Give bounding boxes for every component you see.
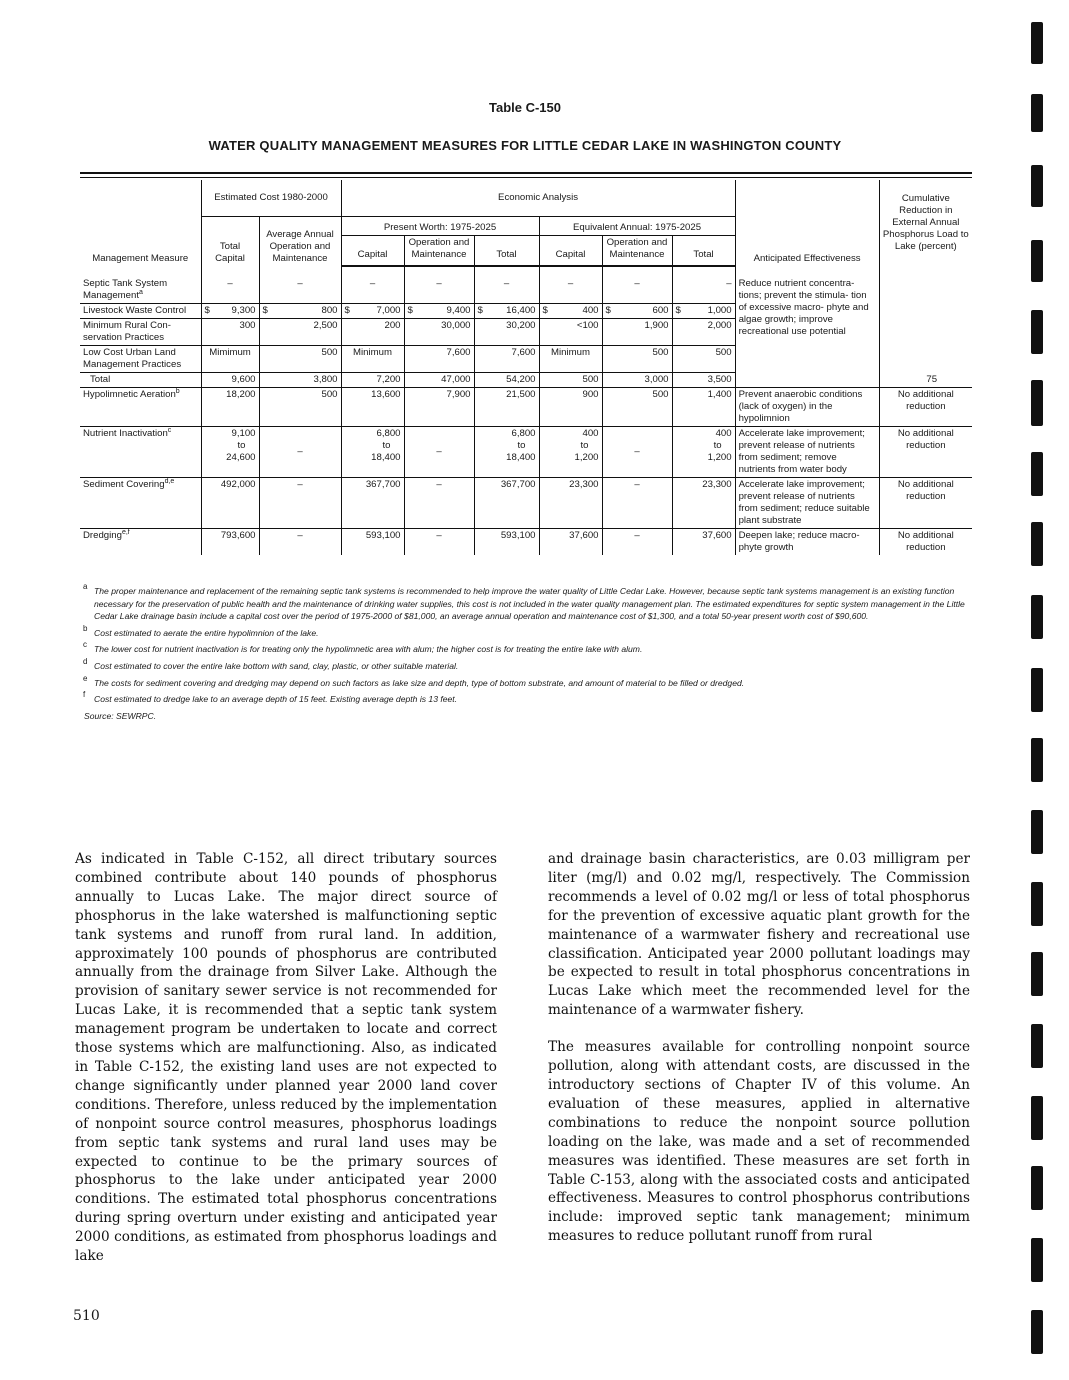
cell: 500 — [259, 388, 341, 427]
cell: – — [259, 478, 341, 529]
cell: – — [474, 277, 539, 304]
cell: 593,100 — [474, 529, 539, 556]
anticipated-effectiveness-cell: Reduce nutrient concentra- tions; prevent the stimula- tion of excessive macro- phyte and algae growth; improve recreational use potential — [735, 277, 879, 373]
cell: No additional reduction — [879, 427, 972, 478]
body-paragraph: As indicated in Table C-152, all direct tributary sources combined contribute about 140 pounds of phosphorus annually to Lucas Lake. The major direct source of phosphorus in the lake watershed is malfunctioning septic tank systems and runoff from rural land. In addition, approximately 100 pounds of phosphorus are contributed annually from the drainage from Silver Lake. Although the provision of sanitary sewer service is not recommended for Lucas Lake, it is recommended that a septic tank system management program be undertaken to locate and correct those systems which are malfunctioning. Also, as indicated in Table C-152, the existing land uses are not expected to change significantly under planned year 2000 land cover conditions. Therefore, unless reduced by the implementation of nonpoint source control measures, phosphorus loadings from septic tank systems and rural land uses may be expected to continue to be the primary sources of phosphorus to the lake under anticipated year 2000 conditions. The estimated total phosphorus concentrations during spring overturn under existing and anticipated year 2000 conditions, as estimated from phosphorus loadings and lake — [75, 851, 497, 1265]
cell: 2,000 — [672, 319, 735, 346]
cell: Mimimum — [201, 346, 259, 373]
cell: 500 — [539, 373, 602, 388]
col-header-measure: Management Measure — [92, 253, 189, 264]
table-subtitle: WATER QUALITY MANAGEMENT MEASURES FOR LITTLE CEDAR LAKE IN WASHINGTON COUNTY — [208, 138, 842, 153]
cell: 500 — [602, 388, 672, 427]
cell: $ 1,000 — [672, 304, 735, 319]
cell: 400 to 1,200 — [672, 427, 735, 478]
cell: $ 9,300 — [201, 304, 259, 319]
cell: Minimum — [341, 346, 404, 373]
col-header-anticipated-effectiveness: Anticipated Effectiveness — [735, 180, 879, 266]
cell: No additional reduction — [879, 388, 972, 427]
table-row-total — [80, 373, 972, 388]
cell: 367,700 — [341, 478, 404, 529]
cell: 1,400 — [672, 388, 735, 427]
cell: 47,000 — [404, 373, 474, 388]
body-paragraph: and drainage basin characteristics, are 0.03 milligram per liter (mg/l) and 0.02 mg/l, respectively. The Commission recommends a level of 0.02 mg/l or less of total phosphorus for the prevention of excessive aquatic plant growth for the maintenance of a warmwater fishery and recreational use classification. Anticipated year 2000 pollutant loadings may be expected to result in total phosphorus concentrations in Lucas Lake which meet the recommended level for the maintenance of a warmwater fishery. — [548, 851, 970, 1019]
binding-mark — [1031, 882, 1043, 926]
cell: 23,300 — [672, 478, 735, 529]
binding-mark — [1031, 1024, 1043, 1068]
binding-mark — [1031, 668, 1043, 712]
cell: – — [672, 277, 735, 304]
cell: 7,600 — [474, 346, 539, 373]
cell: 6,800 to 18,400 — [341, 427, 404, 478]
cell: Accelerate lake improvement; prevent release of nutrients from sediment; reduce suitable plant substrate — [735, 478, 879, 529]
binding-mark — [1031, 595, 1043, 639]
cell: – — [539, 277, 602, 304]
table-top-rule — [80, 172, 972, 174]
cell: $ 600 — [602, 304, 672, 319]
cell: Prevent anaerobic conditions (lack of oxygen) in the hypolimnion — [735, 388, 879, 427]
cell: 7,600 — [404, 346, 474, 373]
table-row-hypolimnetic — [80, 388, 972, 427]
binding-mark — [1031, 1310, 1043, 1354]
cell: 2,500 — [259, 319, 341, 346]
table-row-dredging — [80, 529, 972, 556]
col-header-ea-om: Operation and Maintenance — [602, 236, 672, 267]
cell: Accelerate lake improvement; prevent release of nutrients from sediment; remove nutrients from water body — [735, 427, 879, 478]
cell: – — [259, 529, 341, 556]
row-label: Sediment Covering$^{d,e}$ — [80, 478, 201, 529]
binding-mark — [1031, 738, 1043, 782]
cell: – — [602, 277, 672, 304]
cell: 3,800 — [259, 373, 341, 388]
cell: – — [602, 478, 672, 529]
table-top-rule-thin — [80, 177, 972, 178]
cell: 9,600 — [201, 373, 259, 388]
binding-mark — [1031, 165, 1043, 207]
binding-mark — [1031, 522, 1043, 566]
cell: – — [404, 529, 474, 556]
cell: 400 to 1,200 — [539, 427, 602, 478]
cell: – — [602, 427, 672, 478]
management-measures-table — [80, 180, 972, 555]
col-header-present-worth: Present Worth: 1975-2025 — [341, 217, 539, 236]
cell: 23,300 — [539, 478, 602, 529]
table-row-septic — [80, 277, 972, 304]
col-header-pw-om: Operation and Maintenance — [404, 236, 474, 267]
binding-mark — [1031, 240, 1043, 282]
binding-mark — [1031, 380, 1043, 426]
cell: No additional reduction — [879, 529, 972, 556]
table-row-sediment — [80, 478, 972, 529]
row-label: Livestock Waste Control — [80, 304, 201, 319]
cell: – — [259, 427, 341, 478]
binding-mark — [1031, 452, 1043, 496]
cell: – — [602, 529, 672, 556]
cell: 37,600 — [672, 529, 735, 556]
col-header-pw-capital: Capital — [341, 236, 404, 267]
page-number: 510 — [73, 1308, 100, 1324]
footnote-d: d Cost estimated to cover the entire lake bottom with sand, clay, plastic, or other suitable material. — [83, 656, 459, 671]
footnote-f: f Cost estimated to dredge lake to an average depth of 15 feet. Existing average depth is 13 feet. — [83, 690, 458, 705]
col-header-ea-total: Total — [672, 236, 735, 267]
cell: 1,900 — [602, 319, 672, 346]
row-label: Nutrient Inactivation$^c$ — [80, 427, 201, 478]
cell: 18,200 — [201, 388, 259, 427]
footnote-b: b Cost estimated to aerate the entire hypolimnion of the lake. — [83, 623, 319, 638]
cell: 6,800 to 18,400 — [474, 427, 539, 478]
cell: – — [259, 277, 341, 304]
cell: 9,100 to 24,600 — [201, 427, 259, 478]
col-header-equivalent-annual: Equivalent Annual: 1975-2025 — [539, 217, 735, 236]
footnote-a: a The proper maintenance and replacement of the remaining septic tank systems is recommended to help improve the water quality of Little Cedar Lake. However, because septic tank systems management is an existing function necessary for the preservation of public health and the maintenance of drinking water supplies, this cost is not included in the water quality management plan. The estimated expenditures for septic system management in the Little Cedar Lake drainage basin include a capital cost over the period of 1975-2000 of $81,000, an average annual operation and maintenance cost of $1,300, and a total 50-year present worth cost of $90,600. — [83, 582, 965, 622]
cell: 7,200 — [341, 373, 404, 388]
col-header-total-capital: Total Capital — [201, 217, 259, 267]
cell: 13,600 — [341, 388, 404, 427]
cell: 593,100 — [341, 529, 404, 556]
source-note: Source: SEWRPC. — [84, 710, 157, 721]
cell: 75 — [879, 373, 972, 388]
cell: – — [201, 277, 259, 304]
cell: 3,000 — [602, 373, 672, 388]
cell: $ 7,000 — [341, 304, 404, 319]
cell: 37,600 — [539, 529, 602, 556]
row-label: Total — [80, 373, 201, 388]
cell: $ 400 — [539, 304, 602, 319]
cell: – — [404, 277, 474, 304]
row-label: Minimum Rural Con- servation Practices — [80, 319, 201, 346]
cell: 500 — [259, 346, 341, 373]
col-header-ea-capital: Capital — [539, 236, 602, 267]
cumulative-reduction-cell — [879, 277, 972, 373]
cell: 54,200 — [474, 373, 539, 388]
cell: 200 — [341, 319, 404, 346]
body-column-right — [548, 850, 970, 1264]
col-header-avg-annual-om: Average Annual Operation and Maintenance — [259, 217, 341, 267]
cell: 7,900 — [404, 388, 474, 427]
cell: 30,200 — [474, 319, 539, 346]
cell: 21,500 — [474, 388, 539, 427]
col-header-economic-analysis: Economic Analysis — [341, 180, 735, 217]
binding-mark — [1031, 952, 1043, 996]
row-label: Dredging$^{e,f}$ — [83, 528, 130, 541]
table-title: Table C-150 — [488, 100, 561, 115]
binding-mark — [1031, 1166, 1043, 1210]
cell: – — [341, 277, 404, 304]
binding-marks — [1031, 0, 1047, 1380]
table-footnotes — [80, 582, 973, 722]
cell — [735, 373, 879, 388]
cell: 900 — [539, 388, 602, 427]
cell: 500 — [602, 346, 672, 373]
footnote-c: c The lower cost for nutrient inactivation is for treating only the hypolimnetic area with alum; the higher cost is for treating the entire lake with alum. — [83, 640, 643, 655]
cell: – — [404, 427, 474, 478]
cell: Deepen lake; reduce macro- phyte growth — [735, 529, 879, 556]
body-paragraph: The measures available for controlling nonpoint source pollution, along with attendant costs, are discussed in the introductory sections of Chapter IV of this volume. An evaluation of these measures, applied in alternative combinations to reduce the nonpoint source pollution loading on the lake, was made and a set of recommended measures was identified. These measures are set forth in Table C-153, along with the associated costs and anticipated effectiveness. Measures to control phosphorus contributions include: improved septic tank management; minimum measures to reduce pollutant runoff from rural — [548, 1039, 970, 1245]
cell: 492,000 — [201, 478, 259, 529]
binding-mark — [1031, 1096, 1043, 1140]
cell: 30,000 — [404, 319, 474, 346]
body-column-left — [75, 850, 497, 1284]
cell: 793,600 — [201, 529, 259, 556]
col-header-cumulative-reduction: Cumulative Reduction in External Annual Phosphorus Load to Lake (percent) — [879, 180, 972, 266]
footnote-e: e The costs for sediment covering and dredging may depend on such factors as lake size and depth, type of bottom substrate, and amount of material to be filled or dredged. — [83, 673, 745, 688]
cell: – — [404, 478, 474, 529]
cell: $ 800 — [259, 304, 341, 319]
cell: 300 — [201, 319, 259, 346]
col-header-pw-total: Total — [474, 236, 539, 267]
binding-mark — [1031, 1238, 1043, 1282]
cell: 367,700 — [474, 478, 539, 529]
row-label: Septic Tank System Management$^a$ — [80, 277, 201, 304]
cell: Minimum — [539, 346, 602, 373]
cell: $ 9,400 — [404, 304, 474, 319]
cell: No additional reduction — [879, 478, 972, 529]
cell: $ 16,400 — [474, 304, 539, 319]
table-row-nutrient — [80, 427, 972, 478]
cell: <100 — [539, 319, 602, 346]
col-header-estimated-cost: Estimated Cost 1980-2000 — [201, 180, 341, 217]
cell: 3,500 — [672, 373, 735, 388]
binding-mark — [1031, 22, 1043, 64]
row-label: Low Cost Urban Land Management Practices — [80, 346, 201, 373]
binding-mark — [1031, 310, 1043, 354]
row-label: Hypolimnetic Aeration$^b$ — [80, 388, 201, 427]
binding-mark — [1031, 810, 1043, 854]
cell: 500 — [672, 346, 735, 373]
